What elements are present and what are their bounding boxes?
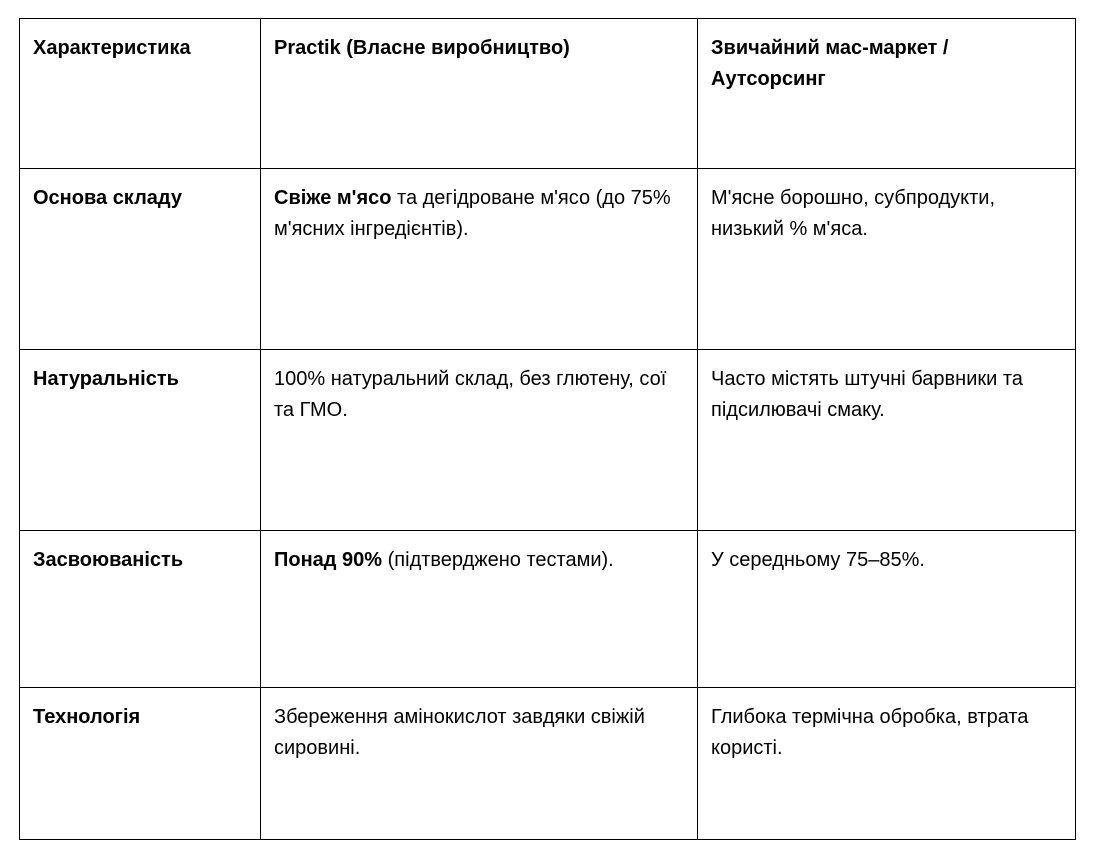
- practik-cell: [261, 350, 698, 531]
- cell-text: Глибока термічна обробка, втрата користі.: [711, 706, 1029, 759]
- practik-cell: [261, 169, 698, 350]
- cell-text: Часто містять штучні барвники та підсилювачі смаку.: [711, 368, 1023, 421]
- practik-cell: [261, 688, 698, 840]
- row-label: [20, 169, 261, 350]
- cell-text: М'ясне борошно, субпродукти, низький % м'яса.: [711, 187, 996, 240]
- emphasis: Понад 90%: [274, 549, 383, 571]
- row-label: [20, 531, 261, 688]
- row-label: [20, 350, 261, 531]
- cell-text: У середньому 75–85%.: [711, 549, 925, 571]
- header-text: Характеристика: [33, 37, 191, 59]
- header-characteristic: [20, 19, 261, 169]
- table-row: [20, 688, 1076, 840]
- row-label: [20, 688, 261, 840]
- table-header-row: [20, 19, 1076, 169]
- emphasis: Свіже м'ясо: [274, 187, 392, 209]
- header-practik: [261, 19, 698, 169]
- cell-text: 100% натуральний склад, без глютену, сої та ГМО.: [274, 368, 667, 421]
- row-label-text: Основа складу: [33, 187, 182, 209]
- table-row: [20, 169, 1076, 350]
- mass-market-cell: [698, 531, 1076, 688]
- header-text: Practik (Власне виробництво): [274, 37, 570, 59]
- table-row: [20, 531, 1076, 688]
- cell-text: Збереження амінокислот завдяки свіжій сировині.: [274, 706, 645, 759]
- mass-market-cell: [698, 350, 1076, 531]
- mass-market-cell: [698, 169, 1076, 350]
- comparison-table: [19, 18, 1076, 840]
- row-label-text: Натуральність: [33, 368, 179, 390]
- mass-market-cell: [698, 688, 1076, 840]
- header-mass-market: [698, 19, 1076, 169]
- row-label-text: Технологія: [33, 706, 141, 728]
- row-label-text: Засвоюваність: [33, 549, 184, 571]
- cell-text: та дегідроване м'ясо (до 75% м'ясних інгредієнтів).: [274, 187, 671, 240]
- cell-text: (підтверджено тестами).: [382, 549, 614, 571]
- practik-cell: [261, 531, 698, 688]
- table-row: [20, 350, 1076, 531]
- header-text: Звичайний мас-маркет / Аутсорсинг: [711, 37, 949, 90]
